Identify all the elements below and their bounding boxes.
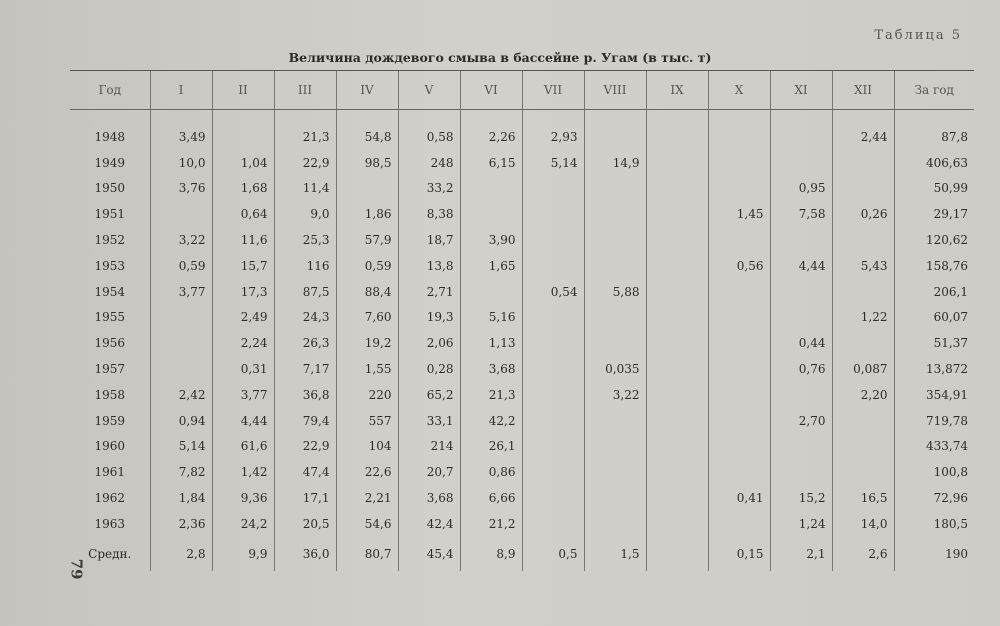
month-value-cell	[646, 382, 708, 408]
month-value-cell: 1,86	[336, 201, 398, 227]
month-value-cell: 22,6	[336, 459, 398, 485]
spacer-cell	[708, 110, 770, 125]
month-value-cell: 0,59	[336, 253, 398, 279]
month-value-cell: 9,36	[212, 485, 274, 511]
month-value-cell: 0,087	[832, 356, 894, 382]
table-row	[70, 279, 974, 305]
year-cell: 1953	[94, 258, 126, 273]
month-value-cell: 0,58	[398, 124, 460, 150]
month-value-cell: 3,76	[150, 176, 212, 202]
month-value-cell: 2,26	[460, 124, 522, 150]
average-label: Средн.	[88, 546, 132, 561]
month-value-cell	[708, 459, 770, 485]
month-value-cell: 10,0	[150, 150, 212, 176]
month-value-cell: 79,4	[274, 408, 336, 434]
month-value-cell: 2,42	[150, 382, 212, 408]
month-value-cell	[522, 485, 584, 511]
month-value-cell: 0,86	[460, 459, 522, 485]
month-value-cell: 33,2	[398, 176, 460, 202]
month-value-cell	[150, 305, 212, 331]
erosion-table	[70, 70, 974, 571]
month-value-cell: 24,2	[212, 511, 274, 537]
month-value-cell: 21,2	[460, 511, 522, 537]
month-value-cell: 7,17	[274, 356, 336, 382]
annual-total-cell: 51,37	[894, 330, 974, 356]
month-value-cell: 2,93	[522, 124, 584, 150]
month-value-cell	[770, 434, 832, 460]
month-value-cell: 2,24	[212, 330, 274, 356]
month-value-cell: 88,4	[336, 279, 398, 305]
column-header-month: I	[150, 71, 212, 110]
month-value-cell	[460, 201, 522, 227]
month-value-cell: 98,5	[336, 150, 398, 176]
month-value-cell: 9,0	[274, 201, 336, 227]
annual-total-cell: 100,8	[894, 459, 974, 485]
month-value-cell	[522, 459, 584, 485]
spacer-cell	[212, 110, 274, 125]
month-value-cell	[708, 382, 770, 408]
month-value-cell	[708, 511, 770, 537]
month-value-cell	[770, 459, 832, 485]
month-value-cell: 104	[336, 434, 398, 460]
month-value-cell	[770, 382, 832, 408]
month-value-cell	[646, 150, 708, 176]
spacer-cell	[770, 110, 832, 125]
month-value-cell	[522, 434, 584, 460]
year-cell: 1956	[94, 336, 126, 351]
month-value-cell: 7,58	[770, 201, 832, 227]
annual-total-cell: 180,5	[894, 511, 974, 537]
month-value-cell	[646, 356, 708, 382]
month-value-cell: 2,71	[398, 279, 460, 305]
spacer-cell	[398, 110, 460, 125]
table-row	[70, 511, 974, 537]
month-value-cell: 21,3	[460, 382, 522, 408]
average-value-cell: 1,5	[584, 537, 646, 571]
month-value-cell: 2,49	[212, 305, 274, 331]
month-value-cell: 6,66	[460, 485, 522, 511]
average-value-cell: 190	[894, 537, 974, 571]
month-value-cell	[522, 227, 584, 253]
column-header-month: V	[398, 71, 460, 110]
column-header-month: X	[708, 71, 770, 110]
month-value-cell: 3,77	[212, 382, 274, 408]
spacer-cell	[894, 110, 974, 125]
month-value-cell: 0,76	[770, 356, 832, 382]
month-value-cell: 5,88	[584, 279, 646, 305]
spacer-cell	[460, 110, 522, 125]
month-value-cell: 17,3	[212, 279, 274, 305]
month-value-cell	[708, 330, 770, 356]
column-header-month: IV	[336, 71, 398, 110]
month-value-cell: 33,1	[398, 408, 460, 434]
year-cell: 1963	[94, 516, 126, 531]
month-value-cell: 14,0	[832, 511, 894, 537]
month-value-cell: 36,8	[274, 382, 336, 408]
month-value-cell	[646, 176, 708, 202]
table-row	[70, 227, 974, 253]
month-value-cell	[646, 253, 708, 279]
month-value-cell	[770, 227, 832, 253]
month-value-cell: 11,4	[274, 176, 336, 202]
column-header-month: VI	[460, 71, 522, 110]
month-value-cell	[522, 330, 584, 356]
month-value-cell	[708, 279, 770, 305]
month-value-cell	[708, 150, 770, 176]
table-row	[70, 356, 974, 382]
month-value-cell: 3,77	[150, 279, 212, 305]
month-value-cell	[584, 408, 646, 434]
month-value-cell: 3,22	[584, 382, 646, 408]
table-row	[70, 408, 974, 434]
month-value-cell: 0,035	[584, 356, 646, 382]
month-value-cell	[708, 356, 770, 382]
month-value-cell: 26,1	[460, 434, 522, 460]
month-value-cell	[832, 176, 894, 202]
table-row	[70, 330, 974, 356]
month-value-cell: 15,7	[212, 253, 274, 279]
month-value-cell	[522, 305, 584, 331]
month-value-cell: 1,04	[212, 150, 274, 176]
month-value-cell: 20,5	[274, 511, 336, 537]
month-value-cell	[832, 330, 894, 356]
column-header-month: III	[274, 71, 336, 110]
month-value-cell	[832, 408, 894, 434]
table-row	[70, 253, 974, 279]
month-value-cell: 1,22	[832, 305, 894, 331]
table-row	[70, 176, 974, 202]
month-value-cell	[832, 434, 894, 460]
month-value-cell	[646, 124, 708, 150]
month-value-cell: 17,1	[274, 485, 336, 511]
month-value-cell	[584, 201, 646, 227]
month-value-cell: 1,45	[708, 201, 770, 227]
spacer-cell	[274, 110, 336, 125]
month-value-cell: 1,55	[336, 356, 398, 382]
month-value-cell	[212, 124, 274, 150]
month-value-cell	[460, 176, 522, 202]
month-value-cell	[770, 124, 832, 150]
month-value-cell	[708, 176, 770, 202]
table-row	[70, 382, 974, 408]
table-body	[70, 110, 974, 571]
month-value-cell	[522, 408, 584, 434]
month-value-cell: 2,70	[770, 408, 832, 434]
annual-total-cell: 87,8	[894, 124, 974, 150]
annual-total-cell: 72,96	[894, 485, 974, 511]
annual-total-cell: 158,76	[894, 253, 974, 279]
month-value-cell: 0,95	[770, 176, 832, 202]
month-value-cell	[584, 485, 646, 511]
month-value-cell: 11,6	[212, 227, 274, 253]
month-value-cell: 3,22	[150, 227, 212, 253]
month-value-cell: 22,9	[274, 150, 336, 176]
month-value-cell: 214	[398, 434, 460, 460]
spacer-row	[70, 110, 974, 125]
month-value-cell: 1,42	[212, 459, 274, 485]
annual-total-cell: 354,91	[894, 382, 974, 408]
table-row	[70, 459, 974, 485]
average-value-cell: 2,1	[770, 537, 832, 571]
month-value-cell	[646, 227, 708, 253]
spacer-cell	[336, 110, 398, 125]
month-value-cell: 42,4	[398, 511, 460, 537]
month-value-cell: 116	[274, 253, 336, 279]
month-value-cell	[832, 227, 894, 253]
month-value-cell: 0,31	[212, 356, 274, 382]
month-value-cell: 4,44	[212, 408, 274, 434]
month-value-cell	[832, 459, 894, 485]
year-cell: 1960	[94, 439, 126, 454]
average-value-cell: 8,9	[460, 537, 522, 571]
column-header-month: II	[212, 71, 274, 110]
month-value-cell: 1,84	[150, 485, 212, 511]
table-title: Величина дождевого смыва в бассейне р. Угам (в тыс. т)	[288, 50, 712, 65]
table-number: Таблица 5	[874, 28, 962, 43]
year-cell: 1950	[94, 181, 126, 196]
average-value-cell: 2,8	[150, 537, 212, 571]
year-cell: 1951	[94, 207, 126, 222]
month-value-cell	[150, 330, 212, 356]
month-value-cell: 6,15	[460, 150, 522, 176]
month-value-cell: 2,21	[336, 485, 398, 511]
month-value-cell: 1,13	[460, 330, 522, 356]
average-value-cell: 80,7	[336, 537, 398, 571]
month-value-cell: 5,43	[832, 253, 894, 279]
year-cell: 1959	[94, 413, 126, 428]
month-value-cell	[584, 176, 646, 202]
column-header-year: Год	[70, 71, 150, 110]
month-value-cell: 16,5	[832, 485, 894, 511]
year-cell: 1952	[94, 233, 126, 248]
month-value-cell	[522, 382, 584, 408]
month-value-cell: 0,64	[212, 201, 274, 227]
month-value-cell: 87,5	[274, 279, 336, 305]
month-value-cell	[770, 150, 832, 176]
year-cell: 1948	[94, 129, 126, 144]
month-value-cell: 47,4	[274, 459, 336, 485]
column-header-month: IX	[646, 71, 708, 110]
month-value-cell	[584, 124, 646, 150]
month-value-cell	[832, 279, 894, 305]
column-header-month: VII	[522, 71, 584, 110]
annual-total-cell: 50,99	[894, 176, 974, 202]
month-value-cell: 5,14	[522, 150, 584, 176]
month-value-cell	[584, 434, 646, 460]
month-value-cell: 22,9	[274, 434, 336, 460]
month-value-cell	[336, 176, 398, 202]
spacer-cell	[522, 110, 584, 125]
table-row	[70, 485, 974, 511]
month-value-cell: 14,9	[584, 150, 646, 176]
month-value-cell: 0,59	[150, 253, 212, 279]
month-value-cell: 2,20	[832, 382, 894, 408]
month-value-cell	[460, 279, 522, 305]
month-value-cell: 0,56	[708, 253, 770, 279]
average-value-cell: 2,6	[832, 537, 894, 571]
table-row	[70, 305, 974, 331]
annual-total-cell: 719,78	[894, 408, 974, 434]
month-value-cell	[150, 201, 212, 227]
month-value-cell	[646, 485, 708, 511]
year-cell: 1962	[94, 491, 126, 506]
month-value-cell	[770, 279, 832, 305]
month-value-cell	[646, 434, 708, 460]
month-value-cell: 54,8	[336, 124, 398, 150]
month-value-cell: 20,7	[398, 459, 460, 485]
table-row	[70, 201, 974, 227]
month-value-cell: 248	[398, 150, 460, 176]
month-value-cell	[150, 356, 212, 382]
month-value-cell: 3,68	[460, 356, 522, 382]
month-value-cell: 0,28	[398, 356, 460, 382]
annual-total-cell: 29,17	[894, 201, 974, 227]
month-value-cell	[708, 434, 770, 460]
month-value-cell: 26,3	[274, 330, 336, 356]
page-number: 79	[67, 558, 86, 580]
column-header-month: XII	[832, 71, 894, 110]
month-value-cell: 2,36	[150, 511, 212, 537]
average-value-cell: 9,9	[212, 537, 274, 571]
table-row	[70, 124, 974, 150]
month-value-cell	[522, 176, 584, 202]
month-value-cell: 61,6	[212, 434, 274, 460]
average-value-cell: 36,0	[274, 537, 336, 571]
month-value-cell	[646, 305, 708, 331]
month-value-cell: 4,44	[770, 253, 832, 279]
month-value-cell: 21,3	[274, 124, 336, 150]
month-value-cell: 7,60	[336, 305, 398, 331]
month-value-cell: 220	[336, 382, 398, 408]
month-value-cell	[584, 305, 646, 331]
month-value-cell: 8,38	[398, 201, 460, 227]
month-value-cell	[646, 511, 708, 537]
month-value-cell: 0,44	[770, 330, 832, 356]
month-value-cell	[646, 459, 708, 485]
spacer-cell	[832, 110, 894, 125]
month-value-cell: 0,26	[832, 201, 894, 227]
month-value-cell	[646, 279, 708, 305]
annual-total-cell: 206,1	[894, 279, 974, 305]
month-value-cell	[584, 459, 646, 485]
month-value-cell	[522, 511, 584, 537]
month-value-cell: 0,54	[522, 279, 584, 305]
month-value-cell	[522, 356, 584, 382]
average-value-cell	[646, 537, 708, 571]
month-value-cell	[584, 330, 646, 356]
month-value-cell	[522, 201, 584, 227]
annual-total-cell: 406,63	[894, 150, 974, 176]
column-header-total: За год	[894, 71, 974, 110]
month-value-cell	[770, 305, 832, 331]
month-value-cell	[832, 150, 894, 176]
month-value-cell: 1,24	[770, 511, 832, 537]
month-value-cell	[584, 253, 646, 279]
month-value-cell: 19,3	[398, 305, 460, 331]
annual-total-cell: 13,872	[894, 356, 974, 382]
month-value-cell	[646, 201, 708, 227]
spacer-cell	[150, 110, 212, 125]
month-value-cell	[708, 227, 770, 253]
month-value-cell	[708, 124, 770, 150]
month-value-cell: 0,94	[150, 408, 212, 434]
average-value-cell: 0,15	[708, 537, 770, 571]
month-value-cell	[522, 253, 584, 279]
year-cell: 1955	[94, 310, 126, 325]
year-cell: 1954	[94, 284, 126, 299]
annual-total-cell: 433,74	[894, 434, 974, 460]
month-value-cell: 3,68	[398, 485, 460, 511]
table-row	[70, 150, 974, 176]
month-value-cell: 25,3	[274, 227, 336, 253]
month-value-cell: 7,82	[150, 459, 212, 485]
average-row	[70, 537, 974, 571]
month-value-cell: 42,2	[460, 408, 522, 434]
month-value-cell: 24,3	[274, 305, 336, 331]
spacer-cell	[70, 110, 150, 125]
column-header-month: XI	[770, 71, 832, 110]
month-value-cell: 0,41	[708, 485, 770, 511]
year-cell: 1958	[94, 387, 126, 402]
month-value-cell: 5,16	[460, 305, 522, 331]
month-value-cell	[708, 305, 770, 331]
column-header-month: VIII	[584, 71, 646, 110]
month-value-cell: 557	[336, 408, 398, 434]
month-value-cell: 65,2	[398, 382, 460, 408]
month-value-cell	[646, 330, 708, 356]
spacer-cell	[646, 110, 708, 125]
average-value-cell: 45,4	[398, 537, 460, 571]
month-value-cell	[708, 408, 770, 434]
month-value-cell: 57,9	[336, 227, 398, 253]
annual-total-cell: 60,07	[894, 305, 974, 331]
month-value-cell	[646, 408, 708, 434]
month-value-cell: 18,7	[398, 227, 460, 253]
month-value-cell: 2,06	[398, 330, 460, 356]
month-value-cell: 3,90	[460, 227, 522, 253]
month-value-cell: 19,2	[336, 330, 398, 356]
year-cell: 1949	[94, 155, 126, 170]
spacer-cell	[584, 110, 646, 125]
year-cell: 1961	[94, 465, 126, 480]
average-value-cell: 0,5	[522, 537, 584, 571]
month-value-cell: 15,2	[770, 485, 832, 511]
month-value-cell: 1,68	[212, 176, 274, 202]
year-cell: 1957	[94, 362, 126, 377]
annual-total-cell: 120,62	[894, 227, 974, 253]
header-row	[70, 71, 974, 110]
month-value-cell: 5,14	[150, 434, 212, 460]
table-row	[70, 434, 974, 460]
month-value-cell: 54,6	[336, 511, 398, 537]
month-value-cell	[584, 511, 646, 537]
month-value-cell: 2,44	[832, 124, 894, 150]
month-value-cell: 3,49	[150, 124, 212, 150]
month-value-cell	[584, 227, 646, 253]
month-value-cell: 1,65	[460, 253, 522, 279]
month-value-cell: 13,8	[398, 253, 460, 279]
